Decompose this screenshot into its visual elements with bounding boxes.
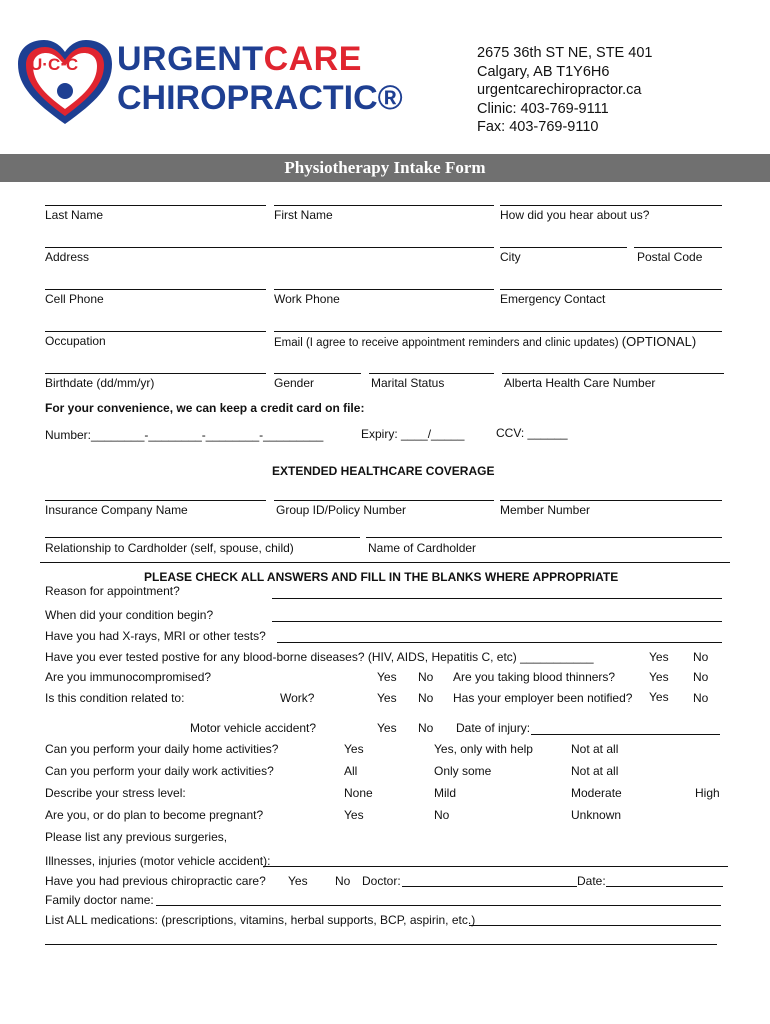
relationship-field[interactable] <box>45 537 360 538</box>
birthdate-label: Birthdate (dd/mm/yr) <box>45 376 155 390</box>
surgeries-label: Please list any previous surgeries, <box>45 830 228 844</box>
blood-thinners-label: Are you taking blood thinners? <box>453 670 616 684</box>
date-field[interactable] <box>606 886 723 887</box>
hear-about-field[interactable] <box>500 205 722 206</box>
blood-borne-label: Have you ever tested postive for any blood-borne diseases? (HIV, AIDS, Hepatitis C, etc) ___________ <box>45 650 594 664</box>
stress-level-label: Describe your stress level: <box>45 786 186 800</box>
immunocompromised-yes[interactable]: Yes <box>377 670 397 684</box>
logo-care: CARE <box>263 40 362 78</box>
heart-logo-icon <box>14 36 116 128</box>
date-label: Date: <box>577 874 606 888</box>
cardholder-name-field[interactable] <box>366 537 722 538</box>
postal-code-label: Postal Code <box>637 250 703 264</box>
blood-thinners-no[interactable]: No <box>693 670 709 684</box>
health-care-number-label: Alberta Health Care Number <box>504 376 656 390</box>
condition-related-label: Is this condition related to: <box>45 691 185 705</box>
occupation-field[interactable] <box>45 331 266 332</box>
last-name-field[interactable] <box>45 205 266 206</box>
address-label: Address <box>45 250 90 264</box>
member-number-field[interactable] <box>500 500 722 501</box>
prev-chiro-no[interactable]: No <box>335 874 351 888</box>
motor-vehicle-yes[interactable]: Yes <box>377 721 397 735</box>
work-phone-field[interactable] <box>274 289 494 290</box>
employer-notified-label: Has your employer been notified? <box>453 691 633 705</box>
medications-field[interactable] <box>469 925 721 926</box>
employer-notified-yes[interactable]: Yes <box>649 690 669 704</box>
pregnant-no[interactable]: No <box>434 808 450 822</box>
immunocompromised-label: Are you immunocompromised? <box>45 670 212 684</box>
medications-field-2[interactable] <box>45 944 717 945</box>
emergency-contact-label: Emergency Contact <box>500 292 606 306</box>
section-divider <box>40 562 730 563</box>
gender-label: Gender <box>274 376 315 390</box>
doctor-field[interactable] <box>402 886 577 887</box>
group-policy-label: Group ID/Policy Number <box>276 503 407 517</box>
work-activities-all[interactable]: All <box>344 764 358 778</box>
prev-chiro-yes[interactable]: Yes <box>288 874 308 888</box>
blood-borne-no[interactable]: No <box>693 650 709 664</box>
motor-vehicle-label: Motor vehicle accident? <box>190 721 317 735</box>
home-activities-label: Can you perform your daily home activities? <box>45 742 279 756</box>
reason-label: Reason for appointment? <box>45 584 180 598</box>
blood-thinners-yes[interactable]: Yes <box>649 670 669 684</box>
city-field[interactable] <box>500 247 627 248</box>
first-name-field[interactable] <box>274 205 494 206</box>
first-name-label: First Name <box>274 208 333 222</box>
email-label <box>274 334 696 349</box>
card-number-field[interactable]: Number:________-________-________-_________ <box>45 428 324 442</box>
work-related-yes[interactable]: Yes <box>377 691 397 705</box>
marital-status-label: Marital Status <box>371 376 445 390</box>
family-doctor-label: Family doctor name: <box>45 893 154 907</box>
stress-none[interactable]: None <box>344 786 373 800</box>
injury-date-label: Date of injury: <box>456 721 531 735</box>
contact-website: urgentcarechiropractor.ca <box>477 82 642 98</box>
home-activities-not-at-all[interactable]: Not at all <box>571 742 619 756</box>
doctor-label: Doctor: <box>362 874 401 888</box>
pregnant-unknown[interactable]: Unknown <box>571 808 622 822</box>
hear-about-label: How did you hear about us? <box>500 208 650 222</box>
logo-urgent: URGENT <box>117 40 264 78</box>
reason-field[interactable] <box>272 598 722 599</box>
contact-fax: Fax: 403-769-9110 <box>477 119 599 135</box>
stress-moderate[interactable]: Moderate <box>571 786 622 800</box>
work-activities-only-some[interactable]: Only some <box>434 764 492 778</box>
work-activities-label: Can you perform your daily work activities? <box>45 764 274 778</box>
logo-badge: U·C·C <box>30 55 79 74</box>
family-doctor-field[interactable] <box>156 905 721 906</box>
relationship-label: Relationship to Cardholder (self, spouse, child) <box>45 541 294 555</box>
immunocompromised-no[interactable]: No <box>418 670 434 684</box>
address-field[interactable] <box>45 247 494 248</box>
work-phone-label: Work Phone <box>274 292 340 306</box>
birthdate-field[interactable] <box>45 373 266 374</box>
pregnant-label: Are you, or do plan to become pregnant? <box>45 808 264 822</box>
logo-line2: CHIROPRACTIC® <box>117 79 403 117</box>
coverage-heading: EXTENDED HEALTHCARE COVERAGE <box>272 464 495 478</box>
work-activities-not-at-all[interactable]: Not at all <box>571 764 619 778</box>
work-related-no[interactable]: No <box>418 691 434 705</box>
contact-address1: 2675 36th ST NE, STE 401 <box>477 45 653 61</box>
contact-block <box>477 44 652 137</box>
injury-date-field[interactable] <box>531 734 720 735</box>
title-banner <box>0 154 770 182</box>
gender-field[interactable] <box>274 373 361 374</box>
form-title: Physiotherapy Intake Form <box>284 158 486 177</box>
occupation-label: Occupation <box>45 334 106 348</box>
contact-address2: Calgary, AB T1Y6H6 <box>477 63 610 80</box>
motor-vehicle-no[interactable]: No <box>418 721 434 735</box>
employer-notified-no[interactable]: No <box>693 691 709 705</box>
insurance-company-label: Insurance Company Name <box>45 503 188 517</box>
email-optional-label: (OPTIONAL) <box>621 334 697 349</box>
home-activities-yes[interactable]: Yes <box>344 742 364 756</box>
contact-clinic: Clinic: 403-769-9111 <box>477 100 609 117</box>
card-ccv-field[interactable]: CCV: ______ <box>496 426 568 440</box>
marital-status-field[interactable] <box>369 373 494 374</box>
credit-card-heading: For your convenience, we can keep a credit card on file: <box>45 401 365 415</box>
card-expiry-field[interactable]: Expiry: ____/_____ <box>361 427 465 441</box>
health-care-number-field[interactable] <box>502 373 724 374</box>
email-label-text: Email (I agree to receive appointment reminders and clinic updates) <box>274 337 619 349</box>
stress-high[interactable]: High <box>695 786 720 800</box>
home-activities-yes-help[interactable]: Yes, only with help <box>434 742 533 756</box>
postal-code-field[interactable] <box>634 247 722 248</box>
group-policy-field[interactable] <box>274 500 494 501</box>
illnesses-field[interactable] <box>263 866 728 867</box>
prev-chiro-label: Have you had previous chiropractic care? <box>45 874 266 888</box>
cardholder-name-label: Name of Cardholder <box>368 541 477 555</box>
pregnant-yes[interactable]: Yes <box>344 808 364 822</box>
xrays-field[interactable] <box>277 642 722 643</box>
city-label: City <box>500 250 521 264</box>
questions-heading: PLEASE CHECK ALL ANSWERS AND FILL IN THE BLANKS WHERE APPROPRIATE <box>144 570 619 584</box>
stress-mild[interactable]: Mild <box>434 786 457 800</box>
cell-phone-field[interactable] <box>45 289 266 290</box>
member-number-label: Member Number <box>500 503 591 517</box>
insurance-company-field[interactable] <box>45 500 266 501</box>
xrays-label: Have you had X-rays, MRI or other tests? <box>45 629 266 643</box>
email-field[interactable] <box>274 331 722 332</box>
condition-began-label: When did your condition begin? <box>45 608 214 622</box>
logo-line1 <box>117 40 362 79</box>
condition-began-field[interactable] <box>272 621 722 622</box>
work-related-label: Work? <box>280 691 315 705</box>
emergency-contact-field[interactable] <box>500 289 722 290</box>
illnesses-label: Illnesses, injuries (motor vehicle accident): <box>45 854 271 868</box>
last-name-label: Last Name <box>45 208 104 222</box>
cell-phone-label: Cell Phone <box>45 292 104 306</box>
blood-borne-yes[interactable]: Yes <box>649 650 669 664</box>
medications-label: List ALL medications: (prescriptions, vitamins, herbal supports, BCP, aspirin, etc.) <box>45 913 476 927</box>
